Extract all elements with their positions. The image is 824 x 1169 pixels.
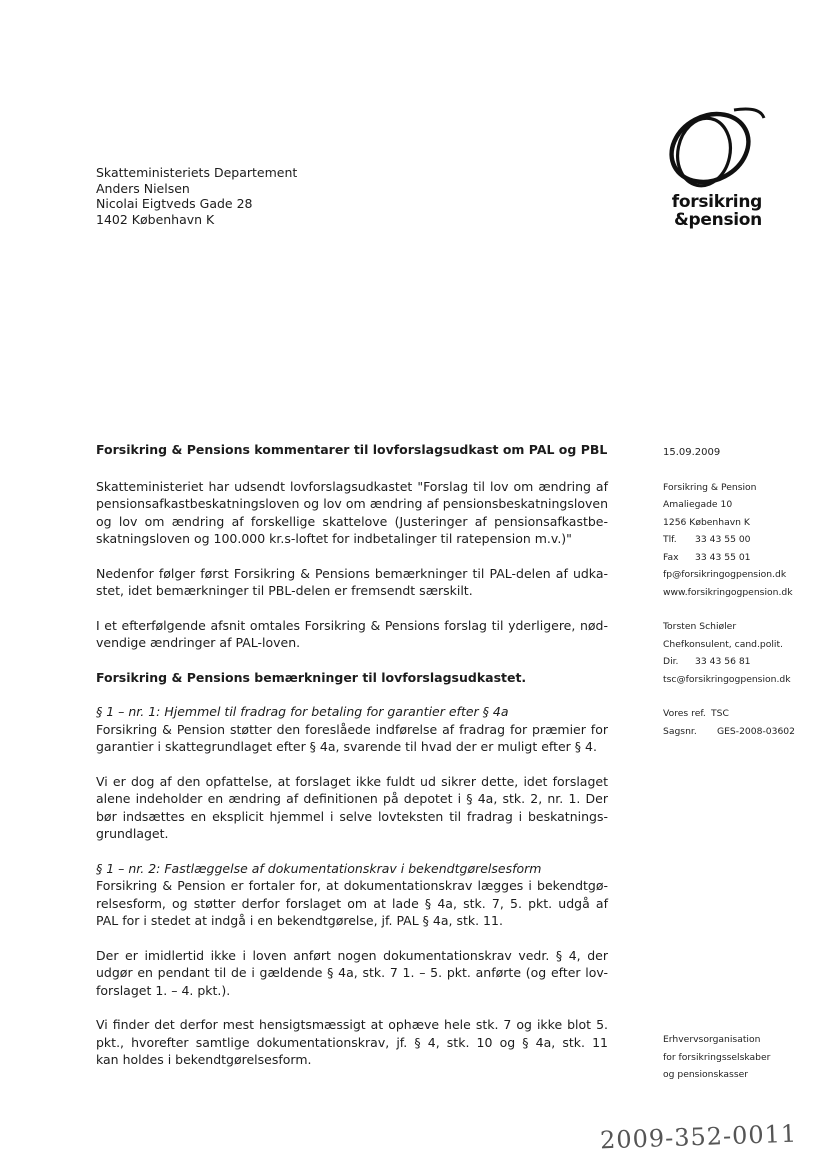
footer-line: for forsikringsselskaber — [663, 1051, 771, 1063]
sender-info-sidebar — [663, 444, 813, 740]
sender-phone — [663, 531, 813, 549]
sender-org: Forsikring & Pension — [663, 481, 757, 493]
text-line: garantier i skattegrundlaget efter § 4a, svarende til hvad der er muligt efter § 4. — [96, 739, 597, 754]
text-line: Vi er dog af den opfattelse, at forslaget ikke fuldt ud sikrer dette, idet forslaget — [96, 773, 608, 789]
logo-wordmark-line2: &pension — [674, 210, 762, 230]
contact-name: Torsten Schiøler — [663, 621, 737, 632]
sender-fax — [663, 549, 813, 567]
sender-street: Amaliegade 10 — [663, 499, 733, 510]
paragraph — [96, 565, 608, 600]
text-line: alene indeholder en ændring af definitionen på depotet i § 4a, stk. 2, nr. 1. Der — [96, 791, 608, 806]
logo-ring-icon — [664, 104, 768, 190]
direct-value: 33 43 56 81 — [695, 656, 751, 667]
sender-email: fp@forsikringogpension.dk — [663, 569, 787, 580]
text-line: og lov om ændring af forskellige skattelove (Justeringer af pensionsafkastbe- — [96, 513, 608, 529]
section-heading: Forsikring & Pensions bemærkninger til lovforslagsudkastet. — [96, 669, 527, 685]
case-label: Sagsnr. — [663, 725, 697, 737]
text-line: I et efterfølgende afsnit omtales Forsikring & Pensions forslag til yderligere, nød- — [96, 617, 608, 633]
footer-line: Erhvervsorganisation — [663, 1034, 761, 1045]
paragraph — [96, 773, 608, 843]
text-line: Vi finder det derfor mest hensigtsmæssigt at ophæve hele stk. 7 og ikke blot 5. — [96, 1017, 608, 1032]
text-line: skatningsloven og 100.000 kr.s-loftet for indbetalinger til ratepension m.v.)" — [96, 531, 572, 546]
text-line: udgør en pendant til de i gældende § 4a, stk. 7 1. – 5. pkt. anførte (og efter lov- — [96, 965, 608, 980]
sender-website: www.forsikringogpension.dk — [663, 586, 793, 598]
text-line: stet, idet bemærkninger til PBL-delen er fremsendt særskilt. — [96, 583, 473, 598]
sender-city: 1256 København K — [663, 516, 750, 528]
fax-label: Fax — [663, 551, 679, 563]
reference-value: TSC — [711, 708, 729, 719]
paragraph — [96, 860, 608, 930]
recipient-line: Skatteministeriets Departement — [96, 165, 298, 180]
recipient-address — [96, 165, 297, 227]
fax-value: 33 43 55 01 — [695, 551, 751, 563]
letter-date: 15.09.2009 — [663, 447, 721, 458]
letter-body — [96, 441, 608, 1069]
text-line: bør indsættes en eksplicit hjemmel i selve lovteksten til fradrag i beskatnings- — [96, 808, 608, 824]
case-number — [663, 723, 813, 741]
handwritten-case-number: 2009-352-0011 — [599, 1119, 798, 1155]
recipient-line: Anders Nielsen — [96, 180, 190, 196]
subsection-title: § 1 – nr. 2: Fastlæggelse af dokumentationskrav i bekendtgørelsesform — [96, 860, 542, 876]
case-value: GES-2008-03602 — [717, 725, 795, 737]
text-line: Nedenfor følger først Forsikring & Pensions bemærkninger til PAL-delen af udka- — [96, 565, 608, 581]
paragraph — [96, 1016, 608, 1069]
organisation-footer — [663, 1031, 770, 1084]
paragraph — [96, 478, 608, 548]
phone-value: 33 43 55 00 — [695, 534, 751, 545]
subsection-title: § 1 – nr. 1: Hjemmel til fradrag for betaling for garantier efter § 4a — [96, 704, 509, 719]
our-reference — [663, 705, 813, 723]
letter-title: Forsikring & Pensions kommentarer til lovforslagsudkast om PAL og PBL — [96, 442, 608, 457]
phone-label: Tlf. — [663, 534, 677, 545]
direct-label: Dir. — [663, 656, 679, 667]
recipient-line: Nicolai Eigtveds Gade 28 — [96, 196, 253, 211]
contact-email: tsc@forsikringogpension.dk — [663, 673, 791, 685]
contact-direct — [663, 653, 813, 671]
logo-wordmark-line1: forsikring — [671, 192, 762, 212]
text-line: vendige ændringer af PAL-loven. — [96, 635, 301, 650]
contact-title: Chefkonsulent, cand.polit. — [663, 638, 783, 650]
text-line: Skatteministeriet har udsendt lovforslagsudkastet "Forslag til lov om ændring af — [96, 478, 608, 494]
text-line: kan holdes i bekendtgørelsesform. — [96, 1052, 312, 1067]
text-line: forslaget 1. – 4. pkt.). — [96, 982, 231, 998]
footer-line: og pensionskasser — [663, 1069, 749, 1080]
text-line: Der er imidlertid ikke i loven anført nogen dokumentationskrav vedr. § 4, der — [96, 947, 608, 963]
paragraph — [96, 947, 608, 1000]
company-logo — [656, 104, 768, 232]
text-line: pkt., hvorefter samtlige dokumentationskrav, jf. § 4, stk. 10 og § 4a, stk. 11 — [96, 1034, 608, 1050]
text-line: relsesform, og støtter derfor forslaget om at lade § 4a, stk. 7, 5. pkt. udgå af — [96, 895, 608, 911]
recipient-line: 1402 København K — [96, 211, 215, 227]
text-line: Forsikring & Pension støtter den foreslåede indførelse af fradrag for præmier for — [96, 721, 608, 737]
paragraph — [96, 703, 608, 756]
paragraph — [96, 617, 608, 652]
text-line: Forsikring & Pension er fortaler for, at dokumentationskrav lægges i bekendtgø- — [96, 878, 608, 893]
text-line: pensionsafkastbeskatningsloven og lov om ændring af pensionsbeskatningsloven — [96, 496, 608, 511]
reference-label: Vores ref. — [663, 708, 706, 719]
text-line: grundlaget. — [96, 826, 169, 841]
text-line: PAL for i stedet at indgå i en bekendtgørelse, jf. PAL § 4a, stk. 11. — [96, 913, 503, 928]
